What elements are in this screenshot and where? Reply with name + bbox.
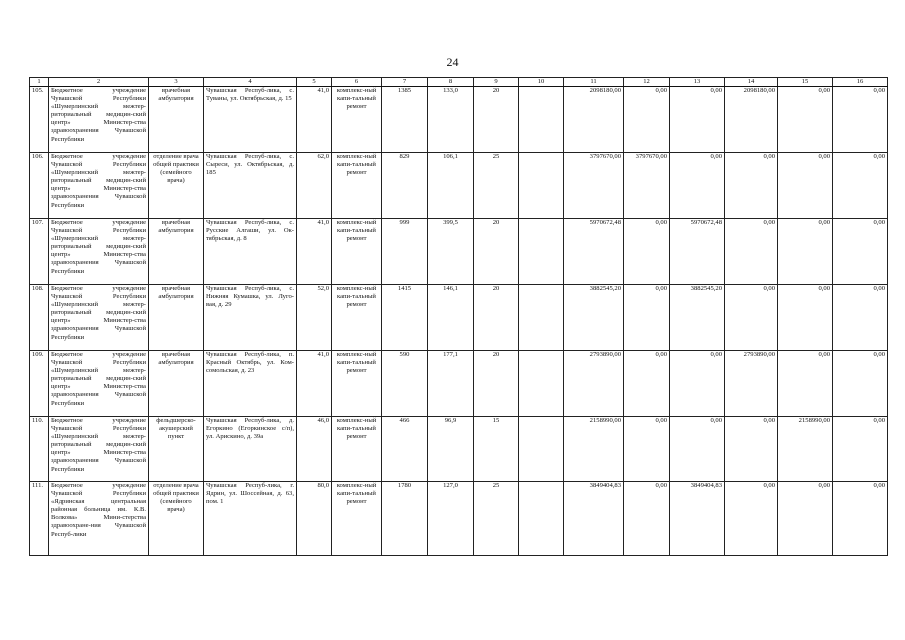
facility-type-cell: отделение врача общей практики (семейного врача) [149,482,204,556]
amount-cell-12: 0,00 [624,417,670,482]
row-number-cell: 105. [30,87,49,153]
amount-cell-14: 0,00 [725,417,778,482]
amount-cell-12: 3797670,00 [624,153,670,219]
value-cell-9: 25 [474,482,519,556]
value-cell-9: 20 [474,351,519,417]
table-row [30,351,888,417]
address-cell: Чувашская Респуб-лика, д. Егоркино (Егоркинское с/п), ул. Арискино, д. 39а [204,417,297,482]
amount-cell-13: 0,00 [670,87,725,153]
address-cell: Чувашская Респуб-лика, с. Сыреси, ул. Октябрьская, д. 185 [204,153,297,219]
work-type-cell: комплекс-ный капи-тальный ремонт [332,482,382,556]
table-row [30,87,888,153]
amount-cell-15: 0,00 [778,351,833,417]
amount-cell-12: 0,00 [624,482,670,556]
amount-cell-15: 0,00 [778,87,833,153]
institution-name-cell: Бюджетное учреждение Чувашской Республики «Шумерлинский межтер-риториальный медицин-ский центр» Министер-ства здравоохранения Чувашской Республики [49,219,149,285]
value-cell-9: 20 [474,285,519,351]
work-type-cell: комплекс-ный капи-тальный ремонт [332,417,382,482]
address-cell: Чувашская Респуб-лика, с. Нижняя Кумашка, ул. Луго-вая, д. 29 [204,285,297,351]
value-cell-10 [519,482,564,556]
amount-cell-14: 0,00 [725,285,778,351]
facility-type-cell: врачебная амбулатория [149,285,204,351]
value-cell-10 [519,219,564,285]
column-number-cell: 14 [725,78,778,87]
area-cell: 41,0 [297,219,332,285]
value-cell-8: 399,5 [428,219,474,285]
amount-cell-11: 2098180,00 [564,87,624,153]
amount-cell-13: 3882545,20 [670,285,725,351]
table-row [30,153,888,219]
amount-cell-15: 0,00 [778,285,833,351]
amount-cell-16: 0,00 [833,87,888,153]
column-number-cell: 2 [49,78,149,87]
amount-cell-16: 0,00 [833,417,888,482]
value-cell-8: 177,1 [428,351,474,417]
area-cell: 41,0 [297,351,332,417]
value-cell-9: 20 [474,87,519,153]
value-cell-9: 25 [474,153,519,219]
row-number-cell: 108. [30,285,49,351]
column-number-cell: 11 [564,78,624,87]
column-number-cell: 12 [624,78,670,87]
table-row [30,417,888,482]
amount-cell-12: 0,00 [624,351,670,417]
amount-cell-14: 0,00 [725,482,778,556]
value-cell-10 [519,285,564,351]
column-number-cell: 9 [474,78,519,87]
amount-cell-13: 3849404,83 [670,482,725,556]
column-number-cell: 8 [428,78,474,87]
value-cell-8: 133,0 [428,87,474,153]
register-table [29,77,888,556]
value-cell-8: 96,9 [428,417,474,482]
table-row [30,482,888,556]
value-cell-10 [519,351,564,417]
table-row [30,219,888,285]
column-number-cell: 1 [30,78,49,87]
amount-cell-13: 0,00 [670,417,725,482]
amount-cell-11: 2158990,00 [564,417,624,482]
value-cell-9: 20 [474,219,519,285]
column-number-cell: 5 [297,78,332,87]
address-cell: Чувашская Респуб-лика, с. Туваны, ул. Октябрьская, д. 15 [204,87,297,153]
value-cell-7: 466 [382,417,428,482]
institution-name-cell: Бюджетное учреждение Чувашской Республики «Ядринская центральная районная больница им. К.В. Волкова» Мини-стерства здравоохране-ния Чувашской Респуб-лики [49,482,149,556]
amount-cell-11: 3882545,20 [564,285,624,351]
work-type-cell: комплекс-ный капи-тальный ремонт [332,285,382,351]
value-cell-10 [519,87,564,153]
institution-name-cell: Бюджетное учреждение Чувашской Республики «Шумерлинский межтер-риториальный медицин-ский центр» Министер-ства здравоохранения Чувашской Республики [49,417,149,482]
amount-cell-13: 0,00 [670,153,725,219]
value-cell-8: 127,0 [428,482,474,556]
institution-name-cell: Бюджетное учреждение Чувашской Республики «Шумерлинский межтер-риториальный медицин-ский центр» Министер-ства здравоохранения Чувашской Республики [49,87,149,153]
row-number-cell: 109. [30,351,49,417]
value-cell-7: 1385 [382,87,428,153]
address-cell: Чувашская Респуб-лика, с. Русские Алгаши, ул. Ок-тябрьская, д. 8 [204,219,297,285]
column-number-cell: 15 [778,78,833,87]
column-number-cell: 3 [149,78,204,87]
work-type-cell: комплекс-ный капи-тальный ремонт [332,153,382,219]
amount-cell-13: 0,00 [670,351,725,417]
value-cell-10 [519,417,564,482]
page-number: 24 [446,55,459,69]
value-cell-7: 590 [382,351,428,417]
institution-name-cell: Бюджетное учреждение Чувашской Республики «Шумерлинский межтер-риториальный медицин-ский центр» Министер-ства здравоохранения Чувашской Республики [49,351,149,417]
row-number-cell: 110. [30,417,49,482]
row-number-cell: 106. [30,153,49,219]
facility-type-cell: фельдшерско-акушерский пункт [149,417,204,482]
amount-cell-16: 0,00 [833,482,888,556]
facility-type-cell: врачебная амбулатория [149,351,204,417]
address-cell: Чувашская Респуб-лика, г. Ядрин, ул. Шоссейная, д. 63, пом. 1 [204,482,297,556]
facility-type-cell: врачебная амбулатория [149,87,204,153]
amount-cell-12: 0,00 [624,285,670,351]
area-cell: 80,0 [297,482,332,556]
amount-cell-14: 2793890,00 [725,351,778,417]
work-type-cell: комплекс-ный капи-тальный ремонт [332,219,382,285]
area-cell: 46,0 [297,417,332,482]
institution-name-cell: Бюджетное учреждение Чувашской Республики «Шумерлинский межтер-риториальный медицин-ский центр» Министер-ства здравоохранения Чувашской Республики [49,285,149,351]
work-type-cell: комплекс-ный капи-тальный ремонт [332,87,382,153]
amount-cell-16: 0,00 [833,153,888,219]
value-cell-9: 15 [474,417,519,482]
value-cell-10 [519,153,564,219]
amount-cell-15: 0,00 [778,482,833,556]
amount-cell-11: 5970672,48 [564,219,624,285]
amount-cell-14: 2098180,00 [725,87,778,153]
address-cell: Чувашская Респуб-лика, п. Красный Октябрь, ул. Ком-сомольская, д. 23 [204,351,297,417]
amount-cell-15: 0,00 [778,219,833,285]
amount-cell-13: 5970672,48 [670,219,725,285]
area-cell: 41,0 [297,87,332,153]
row-number-cell: 107. [30,219,49,285]
table-row [30,285,888,351]
value-cell-7: 829 [382,153,428,219]
amount-cell-15: 2158990,00 [778,417,833,482]
work-type-cell: комплекс-ный капи-тальный ремонт [332,351,382,417]
facility-type-cell: отделение врача общей практики (семейного врача) [149,153,204,219]
value-cell-8: 106,1 [428,153,474,219]
amount-cell-12: 0,00 [624,87,670,153]
amount-cell-11: 2793890,00 [564,351,624,417]
row-number-cell: 111. [30,482,49,556]
value-cell-7: 1415 [382,285,428,351]
column-number-row [30,78,888,87]
column-number-cell: 16 [833,78,888,87]
area-cell: 62,0 [297,153,332,219]
amount-cell-16: 0,00 [833,219,888,285]
amount-cell-12: 0,00 [624,219,670,285]
amount-cell-14: 0,00 [725,153,778,219]
amount-cell-11: 3849404,83 [564,482,624,556]
amount-cell-15: 0,00 [778,153,833,219]
amount-cell-16: 0,00 [833,351,888,417]
column-number-cell: 7 [382,78,428,87]
value-cell-8: 146,1 [428,285,474,351]
amount-cell-16: 0,00 [833,285,888,351]
amount-cell-11: 3797670,00 [564,153,624,219]
column-number-cell: 13 [670,78,725,87]
value-cell-7: 999 [382,219,428,285]
column-number-cell: 10 [519,78,564,87]
area-cell: 52,0 [297,285,332,351]
column-number-cell: 4 [204,78,297,87]
institution-name-cell: Бюджетное учреждение Чувашской Республики «Шумерлинский межтер-риториальный медицин-ский центр» Министер-ства здравоохранения Чувашской Республики [49,153,149,219]
facility-type-cell: врачебная амбулатория [149,219,204,285]
value-cell-7: 1780 [382,482,428,556]
column-number-cell: 6 [332,78,382,87]
amount-cell-14: 0,00 [725,219,778,285]
